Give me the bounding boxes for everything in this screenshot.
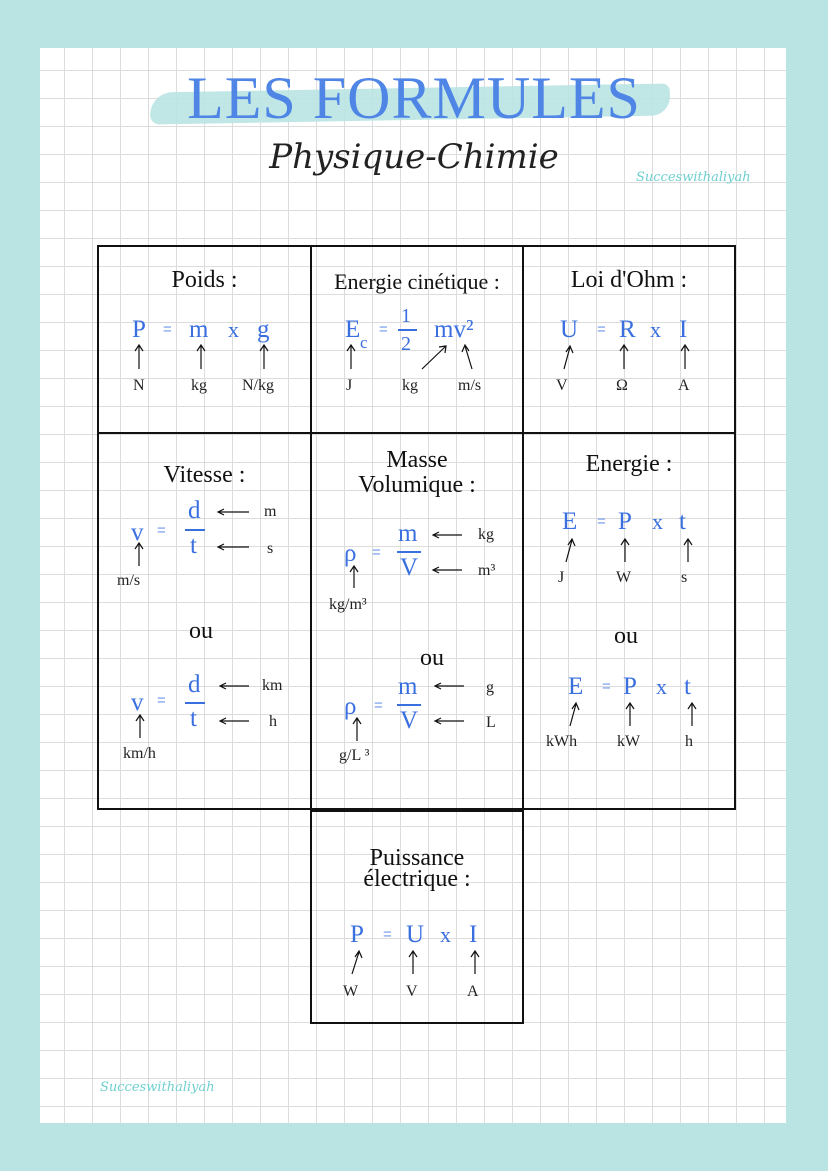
mv-ou: ou <box>420 645 444 671</box>
ohm-R: R <box>619 316 636 343</box>
poids-equals: = <box>163 321 172 338</box>
mv-unit-gL: g/L ³ <box>339 747 370 764</box>
poids-m: m <box>189 316 209 343</box>
energie-unit-kW: kW <box>617 733 641 750</box>
box-energie-cinetique <box>310 245 524 434</box>
energie-title: Energie : <box>585 451 673 477</box>
vitesse-equals1: = <box>157 522 166 539</box>
ec-mv2: mv² <box>434 316 474 343</box>
energie-unit-h: h <box>685 733 693 750</box>
puissance-title-2: électrique : <box>363 866 471 892</box>
poids-unit-kg: kg <box>191 377 207 394</box>
mv-arrows <box>312 434 526 812</box>
energie-equals1: = <box>597 513 606 530</box>
energie-ou: ou <box>614 623 638 649</box>
vitesse-arrows <box>99 434 314 812</box>
puissance-I: I <box>469 921 478 948</box>
box-masse-volumique <box>310 432 524 810</box>
vitesse-d2: d <box>188 671 201 698</box>
ohm-equals: = <box>597 321 606 338</box>
mv-V2: V <box>400 707 419 734</box>
vitesse-v2: v <box>131 689 144 716</box>
vitesse-unit-ms: m/s <box>117 572 141 589</box>
energie-unit-s: s <box>681 569 688 586</box>
poids-title: Poids : <box>171 267 238 293</box>
box-energie <box>522 432 736 810</box>
ohm-unit-A: A <box>678 377 690 394</box>
energie-E2: E <box>568 673 584 700</box>
vitesse-unit-km: km <box>262 677 283 694</box>
mv-equals1: = <box>372 544 381 561</box>
energie-arrows <box>524 434 738 812</box>
mv-equals2: = <box>374 697 383 714</box>
poids-times: x <box>228 317 239 342</box>
mv-V1: V <box>400 554 419 581</box>
puissance-equals: = <box>383 926 392 943</box>
vitesse-v1: v <box>131 519 144 546</box>
mv-unit-L: L <box>486 714 496 731</box>
ohm-I: I <box>679 316 688 343</box>
energie-equals2: = <box>602 678 611 695</box>
vitesse-unit-s: s <box>267 540 274 557</box>
mv-unit-kgm3: kg/m³ <box>329 596 367 613</box>
puissance-title-1: Puissance <box>369 845 465 871</box>
box-puissance-electrique <box>310 810 524 1024</box>
mv-rho1: ρ <box>344 540 357 567</box>
vitesse-unit-kmh: km/h <box>123 745 156 762</box>
energie-t1: t <box>679 508 686 535</box>
poids-unit-N: N <box>133 377 145 394</box>
ec-title: Energie cinétique : <box>334 269 500 294</box>
vitesse-unit-h: h <box>269 713 277 730</box>
watermark-top: Succeswithaliyah <box>636 170 751 185</box>
ohm-unit-V: V <box>556 377 568 394</box>
vitesse-t1: t <box>190 532 197 559</box>
energie-E1: E <box>562 508 578 535</box>
energie-unit-W: W <box>616 569 632 586</box>
puissance-P: P <box>350 921 364 948</box>
ec-fraction-den: 2 <box>401 333 411 355</box>
box-loi-ohm <box>522 245 736 434</box>
vitesse-equals2: = <box>157 692 166 709</box>
mv-rho2: ρ <box>344 693 357 720</box>
puissance-U: U <box>406 921 425 948</box>
mv-title-2: Volumique : <box>358 472 476 498</box>
ec-unit-ms: m/s <box>458 377 482 394</box>
puissance-unit-V: V <box>406 983 418 1000</box>
ec-unit-kg: kg <box>402 377 418 394</box>
page-title: LES FORMULES <box>187 65 641 131</box>
energie-times1: x <box>652 509 663 534</box>
vitesse-unit-m: m <box>264 503 277 520</box>
vitesse-title: Vitesse : <box>163 462 246 488</box>
ohm-arrows <box>524 247 738 436</box>
ohm-times: x <box>650 317 661 342</box>
puissance-unit-W: W <box>343 983 359 1000</box>
poids-arrows <box>99 247 314 436</box>
ec-subscript-c: c <box>360 333 368 352</box>
energie-unit-J: J <box>558 569 565 586</box>
mv-unit-kg: kg <box>478 526 494 543</box>
vitesse-ou: ou <box>189 618 213 644</box>
mv-m1: m <box>398 520 418 547</box>
ohm-title: Loi d'Ohm : <box>570 267 688 293</box>
ohm-unit-ohm: Ω <box>616 377 628 394</box>
poids-unit-Nkg: N/kg <box>242 377 274 394</box>
energie-P1: P <box>618 508 632 535</box>
ec-equals: = <box>379 321 388 338</box>
watermark-bottom: Succeswithaliyah <box>100 1080 215 1095</box>
box-vitesse <box>97 432 312 810</box>
vitesse-d1: d <box>188 497 201 524</box>
vitesse-t2: t <box>190 705 197 732</box>
ohm-U: U <box>560 316 579 343</box>
page-subtitle: Physique-Chimie <box>269 137 559 177</box>
mv-unit-g: g <box>486 679 494 696</box>
energie-t2: t <box>684 673 691 700</box>
puissance-times: x <box>440 922 451 947</box>
ec-unit-J: J <box>346 377 353 394</box>
energie-times2: x <box>656 674 667 699</box>
energie-P2: P <box>623 673 637 700</box>
box-poids <box>97 245 312 434</box>
mv-m2: m <box>398 673 418 700</box>
poids-P: P <box>132 316 146 343</box>
energie-unit-kWh: kWh <box>546 733 578 750</box>
mv-title-1: Masse <box>386 447 448 473</box>
poids-g: g <box>257 316 270 343</box>
ec-arrows <box>312 247 526 436</box>
ec-E: E <box>345 316 361 343</box>
puissance-unit-A: A <box>467 983 479 1000</box>
mv-unit-m3: m³ <box>478 562 496 579</box>
ec-fraction-num: 1 <box>401 305 411 327</box>
